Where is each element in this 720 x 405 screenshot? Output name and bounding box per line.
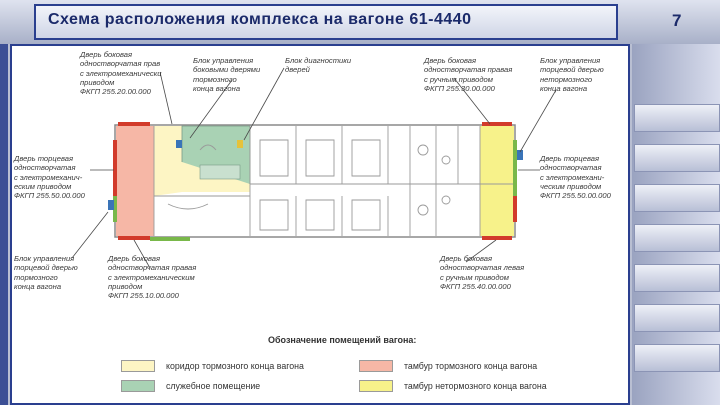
block-end-door-brake	[108, 200, 114, 210]
block-diagnostics	[237, 140, 243, 148]
label-block-side-doors: Блок управления боковыми дверями тормозного конца вагона	[193, 56, 261, 93]
slide-title: Схема расположения комплекса на вагоне 61-4440	[48, 11, 472, 28]
legend-swatch-vestibule-nonbrake	[359, 380, 393, 392]
vestibule-brake-end	[116, 126, 154, 236]
door-side-nonbrake-top	[482, 122, 512, 126]
block-side-doors	[176, 140, 182, 148]
label-door-side-left-top: Дверь боковая одностворчатая прав с электромеханически приводом ФКГП 255.20.00.000	[80, 50, 162, 97]
legend-title: Обозначение помещений вагона:	[268, 335, 417, 345]
legend-swatch-vestibule-brake	[359, 360, 393, 372]
door-side-brake-bottom	[118, 236, 150, 240]
door-side-nonbrake-bottom	[482, 236, 512, 240]
legend-swatch-corridor	[121, 360, 155, 372]
vestibule-nonbrake-end	[480, 126, 514, 236]
label-block-diagnostics: Блок диагностики дверей	[285, 56, 352, 75]
door-end-brake-red	[113, 140, 117, 196]
legend-label-service: служебное помещение	[166, 381, 261, 391]
door-green-bottom-left	[150, 237, 190, 241]
page-number: 7	[672, 11, 682, 30]
label-block-end-door-left: Блок управления торцевой дверью тормозного конца вагона	[14, 254, 78, 291]
service-table	[200, 165, 240, 179]
label-door-side-right-top: Дверь боковая одностворчатая правая с ручным приводом ФКГП 255.30.00.000	[424, 56, 513, 93]
legend-label-vestibule-brake: тамбур тормозного конца вагона	[404, 361, 538, 371]
legend-swatch-service	[121, 380, 155, 392]
legend-label-vestibule-nonbrake: тамбур нетормозного конца вагона	[404, 381, 547, 391]
door-side-brake-top	[118, 122, 150, 126]
door-end-nonbrake-green	[513, 140, 517, 196]
door-end-nonbrake-red	[513, 196, 517, 222]
label-door-end-left: Дверь торцевая одностворчатая с электромеханич- еским приводом ФКГП 255.50.00.000	[14, 154, 85, 201]
legend-label-corridor: коридор тормозного конца вагона	[166, 361, 304, 371]
label-door-end-right: Дверь торцевая одностворчатая с электромехани- ческим приводом ФКГП 255.50.00.000	[540, 154, 611, 201]
label-door-side-left-bottom: Дверь боковая одностворчатая правая с электромеханическим приводом ФКГП 255.10.00.000	[108, 254, 197, 301]
label-door-side-right-bottom: Дверь боковая одностворчатая левая с ручным приводом ФКГП 255.40.00.000	[440, 254, 525, 291]
label-block-nonbrake-end: Блок управления торцевой дверью нетормозного конца вагона	[540, 56, 604, 93]
